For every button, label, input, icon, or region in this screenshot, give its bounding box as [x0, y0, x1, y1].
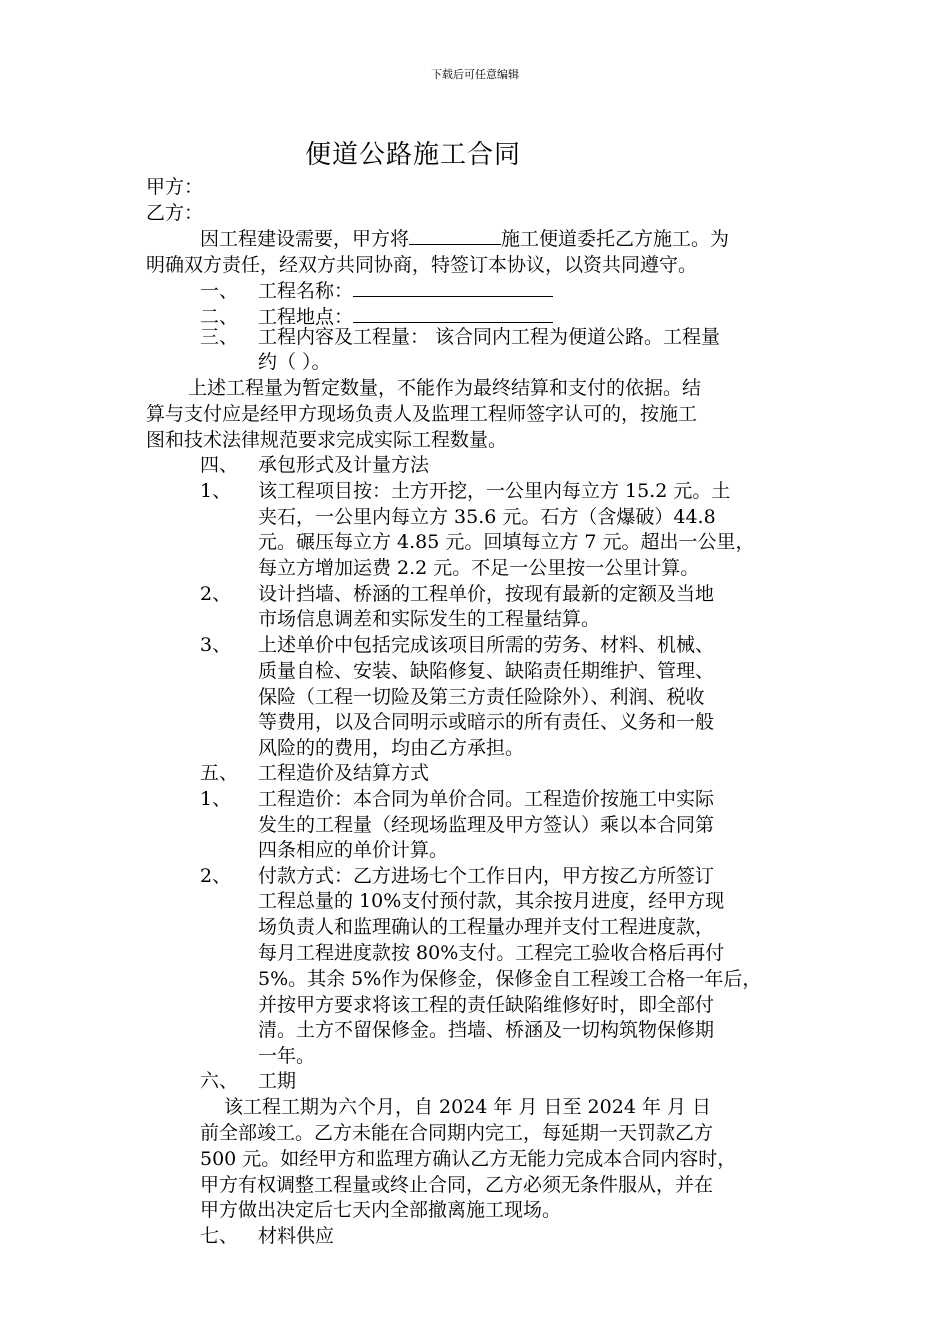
schedule-line: 甲方做出决定后七天内全部撤离施工现场。: [200, 1199, 562, 1221]
clause-4-3-line: 风险的的费用，均由乙方承担。: [258, 737, 525, 759]
clause-4-3-line: 上述单价中包括完成该项目所需的劳务、材料、机械、: [258, 634, 715, 656]
schedule-line: 该工程工期为六个月，自 2024 年 月 日至 2024 年 月 日: [224, 1096, 712, 1118]
clause-4-3-line: 保险（工程一切险及第三方责任险除外）、利润、税收: [258, 686, 705, 708]
section-7-number: 七、: [200, 1225, 239, 1247]
clause-5-2-line: 每月工程进度款按 80%支付。工程完工验收合格后再付: [258, 942, 725, 964]
contract-title: 便道公路施工合同: [305, 140, 522, 170]
blank-project-location: [353, 304, 553, 323]
section-4-heading: 承包形式及计量方法: [258, 454, 430, 476]
blank-road-name: [409, 226, 501, 245]
clause-5-1-line: 工程造价：本合同为单价合同。工程造价按施工中实际: [258, 788, 715, 810]
section-7-heading: 材料供应: [258, 1225, 335, 1247]
section-3-number: 三、: [200, 326, 239, 348]
clause-5-2-line: 付款方式：乙方进场七个工作日内，甲方按乙方所签订: [258, 865, 715, 887]
section-5-number: 五、: [200, 762, 239, 784]
clause-5-1-line: 四条相应的单价计算。: [258, 839, 449, 861]
schedule-line: 甲方有权调整工程量或终止合同，乙方必须无条件服从，并在: [200, 1174, 714, 1196]
intro-text-b: 施工便道委托乙方施工。为: [501, 228, 730, 250]
party-b: 乙方：: [146, 202, 204, 224]
clause-5-2-line: 一年。: [258, 1045, 316, 1067]
clause-4-3-line: 等费用，以及合同明示或暗示的所有责任、义务和一般: [258, 711, 715, 733]
clause-4-1-number: 1、: [200, 480, 232, 502]
clause-4-1-line: 元。碾压每立方 4.85 元。回填每立方 7 元。超出一公里，: [258, 531, 755, 553]
clause-4-2-line: 市场信息调差和实际发生的工程量结算。: [258, 608, 601, 630]
clause-4-1-line: 每立方增加运费 2.2 元。不足一公里按一公里计算。: [258, 557, 700, 579]
section-6-number: 六、: [200, 1070, 239, 1092]
clause-4-2-number: 2、: [200, 583, 232, 605]
clause-5-2-line: 并按甲方要求将该工程的责任缺陷维修好时，即全部付: [258, 994, 715, 1016]
clause-5-1-number: 1、: [200, 788, 232, 810]
clause-5-2-line: 5%。其余 5%作为保修金，保修金自工程竣工合格一年后，: [258, 968, 762, 990]
section-1-item: [258, 278, 553, 304]
schedule-line: 500 元。如经甲方和监理方确认乙方无能力完成本合同内容时，: [200, 1148, 737, 1170]
section-5-heading: 工程造价及结算方式: [258, 762, 430, 784]
clause-4-3-number: 3、: [200, 634, 232, 656]
clause-4-1-line: 该工程项目按：土方开挖，一公里内每立方 15.2 元。土: [258, 480, 731, 502]
note-line-2: 算与支付应是经甲方现场负责人及监理工程师签字认可的，按施工: [146, 403, 698, 425]
section-4-number: 四、: [200, 454, 239, 476]
clause-4-3-line: 质量自检、安装、缺陷修复、缺陷责任期维护、管理、: [258, 660, 715, 682]
clause-5-2-number: 2、: [200, 865, 232, 887]
section-3-line-2: 约（ ）。: [258, 351, 331, 373]
party-a: 甲方：: [146, 176, 204, 198]
section-1-number: 一、: [200, 280, 239, 302]
section-6-heading: 工期: [258, 1070, 297, 1092]
section-2-number: 二、: [200, 306, 239, 328]
section-3-line-1: 工程内容及工程量： 该合同内工程为便道公路。工程量: [258, 326, 721, 348]
clause-5-2-line: 工程总量的 10%支付预付款，其余按月进度，经甲方现: [258, 890, 725, 912]
blank-project-name: [353, 278, 553, 297]
clause-5-1-line: 发生的工程量（经现场监理及甲方签认）乘以本合同第: [258, 814, 715, 836]
note-line-3: 图和技术法律规范要求完成实际工程数量。: [146, 429, 508, 451]
clause-4-1-line: 夹石，一公里内每立方 35.6 元。石方（含爆破）44.8: [258, 506, 716, 528]
project-location-label: 工程地点：: [258, 306, 354, 328]
note-line-1: 上述工程量为暂定数量，不能作为最终结算和支付的依据。结: [188, 377, 702, 399]
intro-line-1: [200, 226, 729, 252]
clause-5-2-line: 清。土方不留保修金。挡墙、桥涵及一切构筑物保修期: [258, 1019, 715, 1041]
intro-text-a: 因工程建设需要，甲方将: [200, 228, 410, 250]
project-name-label: 工程名称：: [258, 280, 354, 302]
schedule-line: 前全部竣工。乙方未能在合同期内完工，每延期一天罚款乙方: [200, 1122, 714, 1144]
clause-4-2-line: 设计挡墙、桥涵的工程单价，按现有最新的定额及当地: [258, 583, 715, 605]
intro-line-2: 明确双方责任，经双方共同协商，特签订本协议，以资共同遵守。: [146, 254, 698, 276]
header-note: 下载后可任意编辑: [431, 68, 519, 81]
clause-5-2-line: 场负责人和监理确认的工程量办理并支付工程进度款，: [258, 916, 715, 938]
